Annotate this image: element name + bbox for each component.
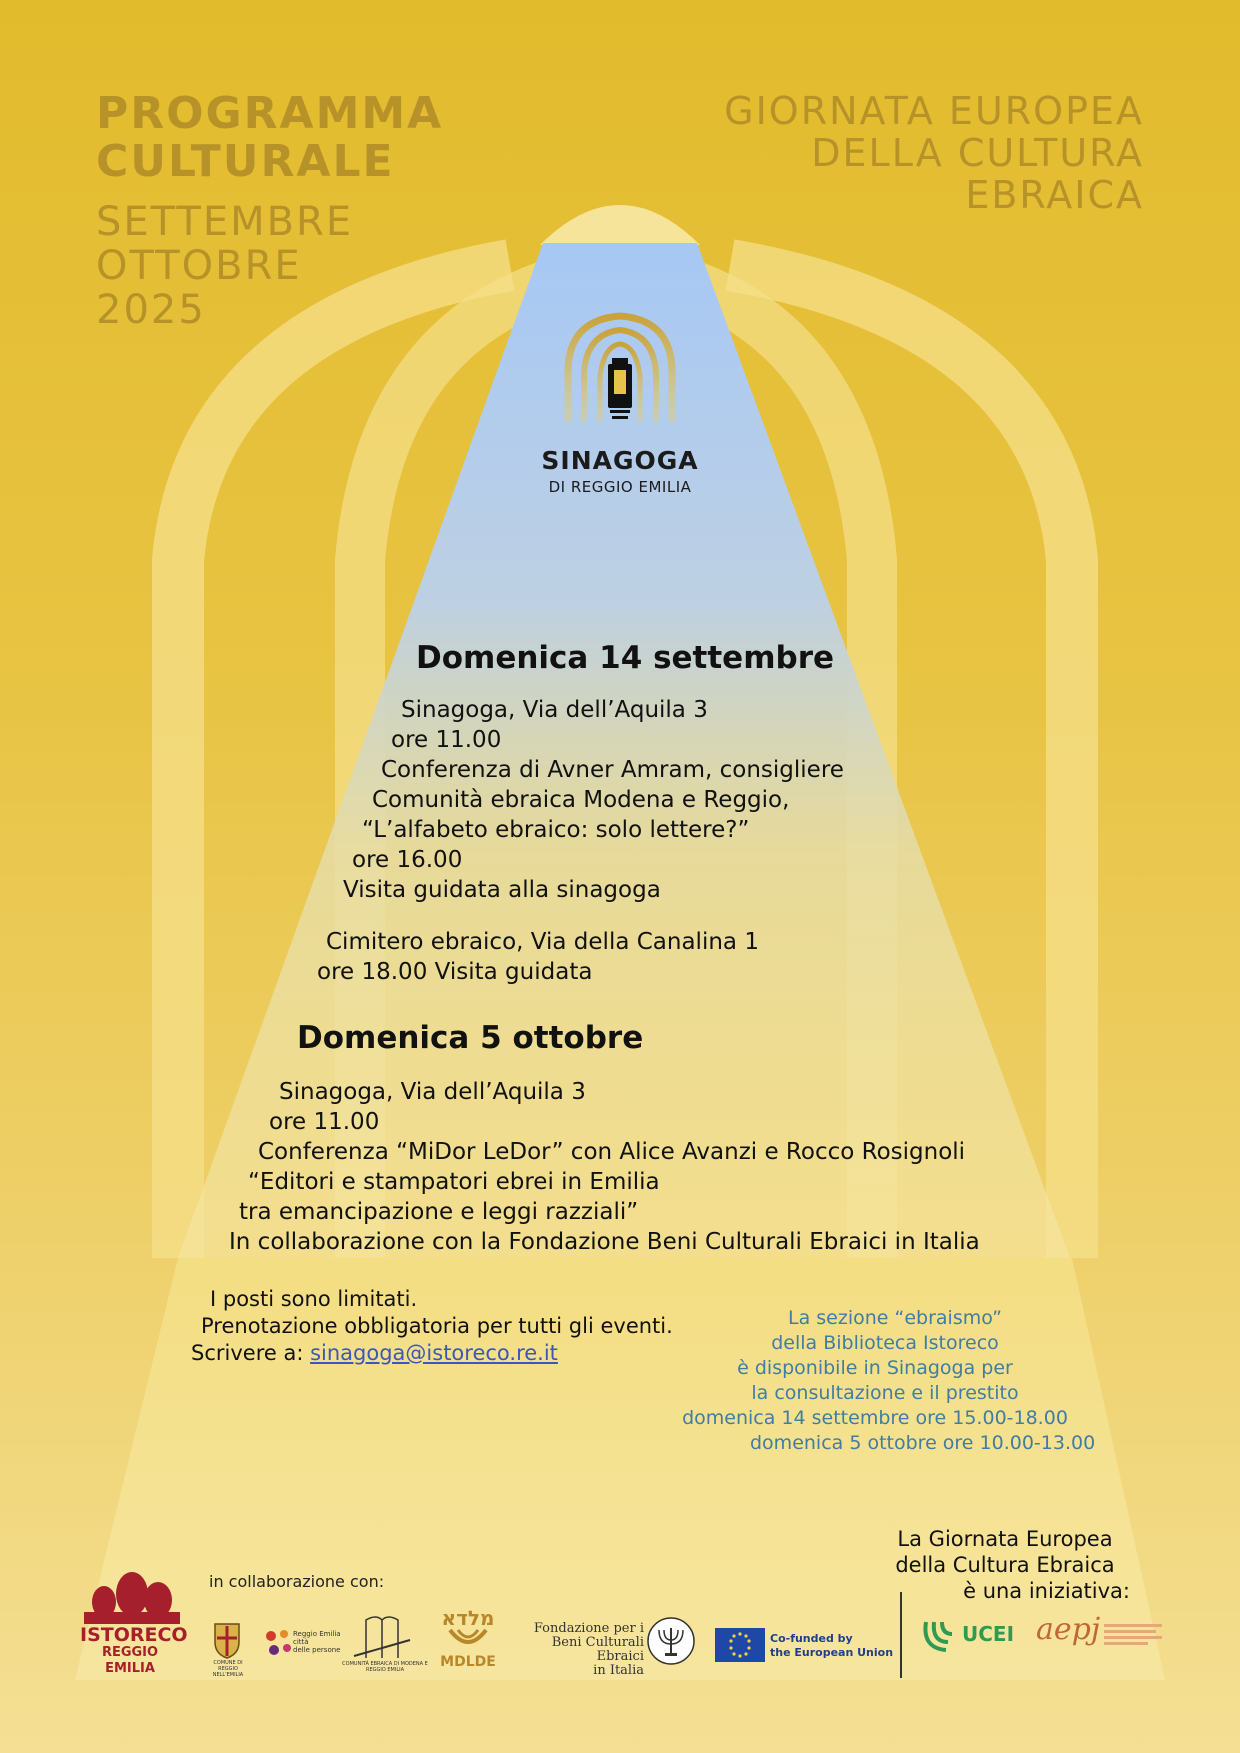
reggio-city-line-1: Reggio Emilia [293,1630,341,1638]
day2-venue: Sinagoga, Via dell’Aquila 3 [279,1079,586,1105]
program-month-2: OTTOBRE [96,243,302,289]
istoreco-name: ISTORECO [80,1624,188,1646]
reggio-city-logo-icon [262,1626,296,1660]
initiative-line-3: è una iniziativa: [963,1579,1130,1603]
event-name [724,90,1144,216]
aepj-tagline [1104,1624,1164,1645]
eu-funding-text [770,1632,893,1660]
istoreco-city: REGGIO EMILIA [101,1645,159,1676]
library-line-2: della Biblioteca Istoreco [771,1332,999,1354]
program-title-line-1: PROGRAMMA [96,88,444,139]
day1-talk-org: Comunità ebraica Modena e Reggio, [372,787,790,813]
comune-name: COMUNE DI REGGIO NELL'EMILIA [212,1660,244,1678]
istoreco-logo-icon [84,1572,180,1624]
mldle-hebrew: מלדא [441,1606,495,1630]
booking-limited: I posti sono limitati. [210,1287,418,1311]
library-line-6: domenica 5 ottobre ore 10.00-13.00 [750,1432,1096,1454]
istoreco-logo-text [80,1624,188,1677]
initiative-line-2: della Cultura Ebraica [895,1553,1115,1577]
day2-title: Domenica 5 ottobre [297,1020,644,1056]
day2-collaboration: In collaborazione con la Fondazione Beni Culturali Ebraici in Italia [229,1229,980,1255]
initiative-note [880,1526,1130,1604]
day1-cemetery-tour: ore 18.00 Visita guidata [317,959,593,985]
day1-tour: Visita guidata alla sinagoga [343,877,661,903]
mldle-arch-icon [446,1628,490,1654]
fondazione-line-1: Fondazione per i [533,1621,644,1636]
booking-contact [191,1340,558,1367]
booking-email-link[interactable]: sinagoga@istoreco.re.it [310,1341,558,1365]
comune-crest-icon [212,1618,242,1660]
program-year: 2025 [96,287,206,333]
day2-time: ore 11.00 [269,1109,380,1135]
day1-cemetery-venue: Cimitero ebraico, Via della Canalina 1 [326,929,759,955]
day1-time-1: ore 11.00 [391,727,502,753]
day2-talk: Conferenza “MiDor LeDor” con Alice Avanzi e Rocco Rosignoli [258,1139,966,1165]
reggio-city-line-3: delle persone [293,1646,341,1654]
event-name-line-1: GIORNATA EUROPEA [724,89,1144,133]
fondazione-line-2: Beni Culturali Ebraici [551,1635,644,1664]
program-title [96,90,443,186]
comunita-ebraica-name: COMUNITÀ EBRAICA DI MODENA E REGGIO EMILIA [342,1661,428,1673]
fondazione-logo-text [512,1622,644,1678]
collaboration-label: in collaborazione con: [209,1572,385,1591]
event-name-line-3: EBRAICA [965,173,1144,217]
footer-divider [900,1592,902,1678]
aepj-name: aepj [1036,1612,1101,1647]
day2-talk-title-2: tra emancipazione e leggi razziali” [239,1199,639,1225]
library-line-4: la consultazione e il prestito [751,1382,1019,1404]
booking-contact-label: Scrivere a: [191,1341,304,1365]
synagogue-logo-title: SINAGOGA [541,446,699,475]
day1-talk: Conferenza di Avner Amram, consigliere [381,757,844,783]
ucei-name: UCEI [962,1622,1015,1646]
comunita-ebraica-logo-icon [352,1610,412,1660]
synagogue-logo-icon [560,312,680,432]
mldle-name: MDLDE [440,1654,496,1670]
library-note [680,1306,1096,1456]
day1-venue: Sinagoga, Via dell’Aquila 3 [401,697,708,723]
ucei-logo-icon [920,1612,966,1656]
eu-flag-icon [715,1628,765,1662]
reggio-city-line-2: città [293,1638,309,1646]
library-line-5: domenica 14 settembre ore 15.00-18.00 [682,1407,1068,1429]
menorah-seal-icon [646,1616,696,1666]
program-title-line-2: CULTURALE [96,136,395,187]
synagogue-logo-subtitle: DI REGGIO EMILIA [548,478,692,496]
library-line-3: è disponibile in Sinagoga per [737,1357,1013,1379]
day1-title: Domenica 14 settembre [416,640,835,676]
day2-talk-title-1: “Editori e stampatori ebrei in Emilia [248,1169,660,1195]
initiative-line-1: La Giornata Europea [897,1527,1113,1551]
booking-required: Prenotazione obbligatoria per tutti gli eventi. [201,1314,673,1338]
program-month-1: SETTEMBRE [96,199,354,245]
fondazione-line-3: in Italia [593,1663,644,1678]
eu-funding-line-1: Co-funded by [770,1632,853,1645]
program-dates [96,200,353,332]
reggio-city-text [293,1630,341,1654]
day1-time-2: ore 16.00 [352,847,463,873]
eu-funding-line-2: the European Union [770,1646,894,1659]
day1-talk-title: “L’alfabeto ebraico: solo lettere?” [362,817,750,843]
library-line-1: La sezione “ebraismo” [787,1307,1003,1329]
event-name-line-2: DELLA CULTURA [811,131,1144,175]
